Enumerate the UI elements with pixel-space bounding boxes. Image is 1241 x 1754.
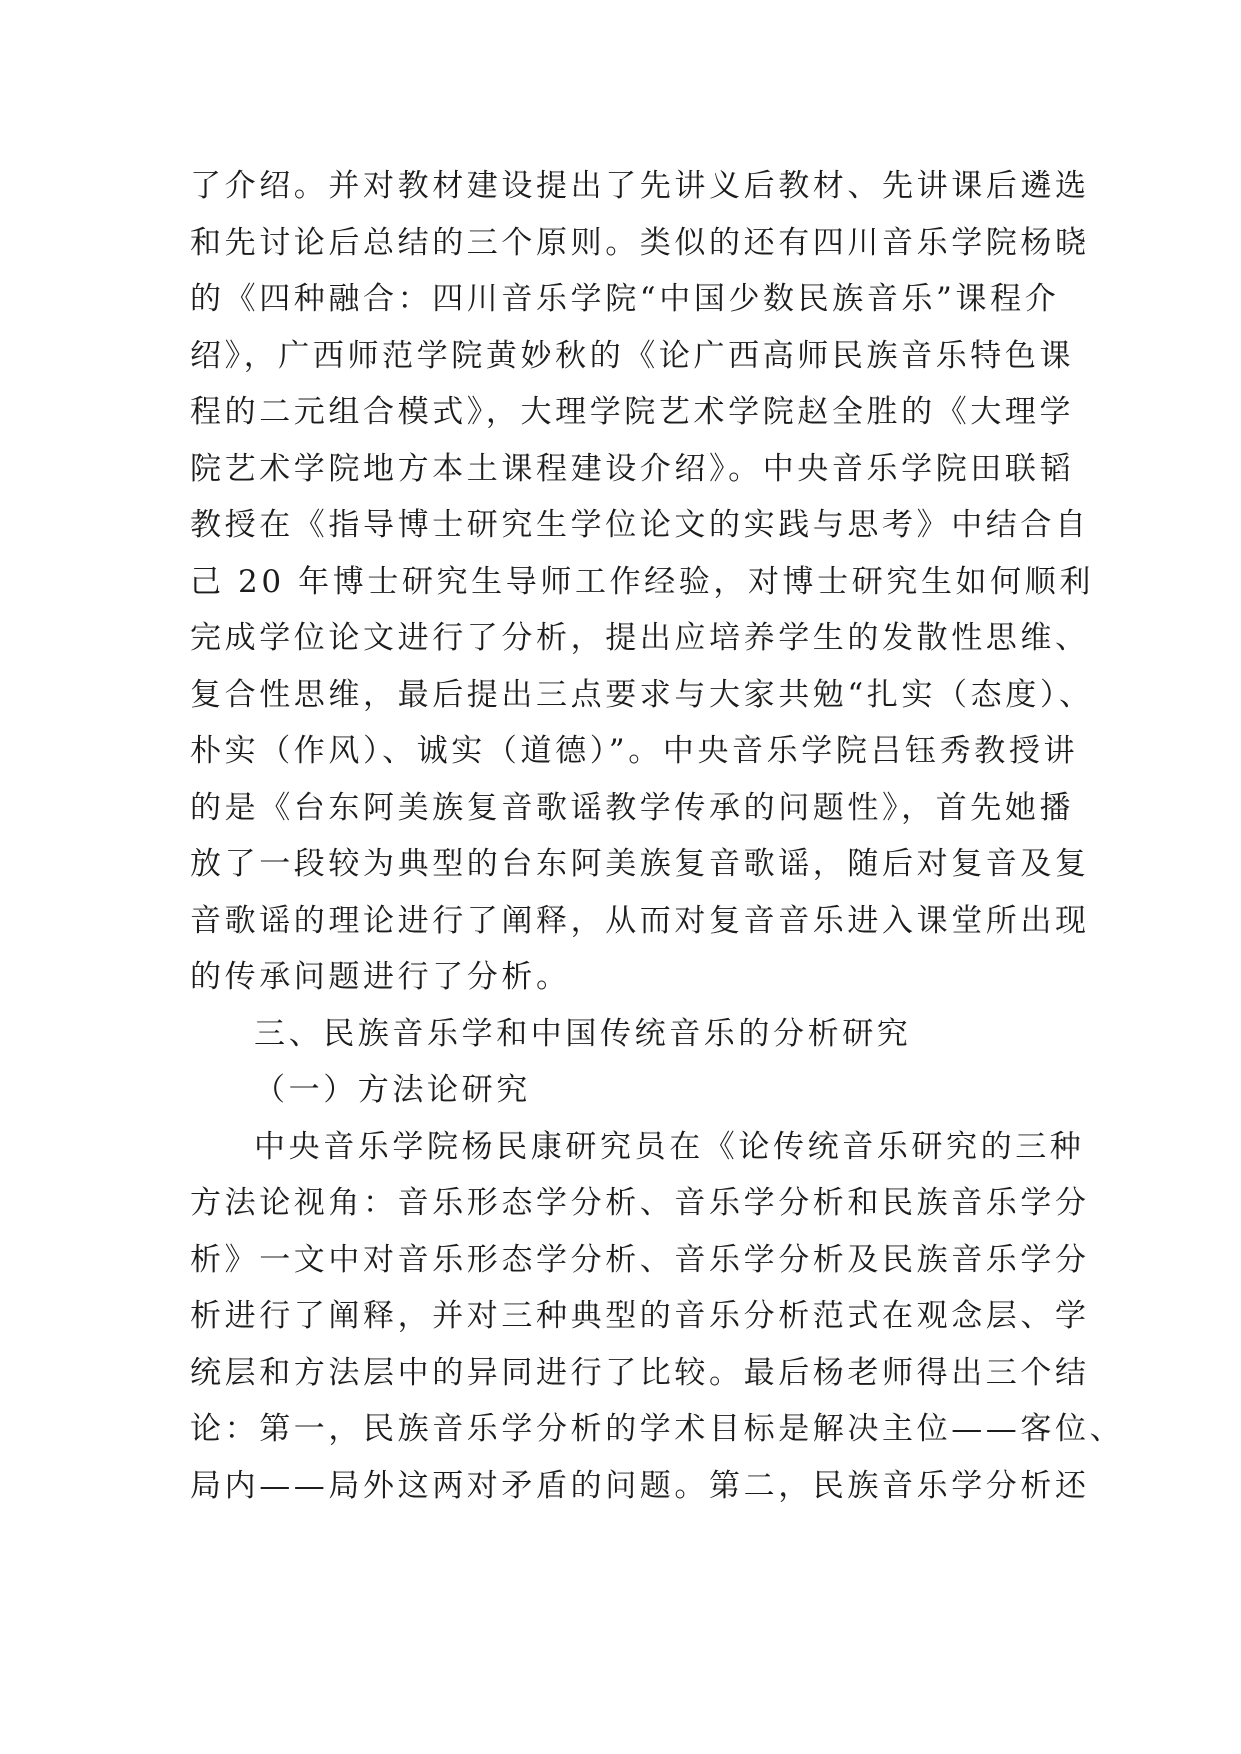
text-line-8: 己 20 年博士研究生导师工作经验，对博士研究生如何顺利	[190, 563, 1094, 600]
text-line-7: 教授在《指导博士研究生学位论文的实践与思考》中结合自	[190, 507, 1090, 543]
section-heading: 三、民族音乐学和中国传统音乐的分析研究	[254, 1015, 912, 1052]
text-line-10: 复合性思维，最后提出三点要求与大家共勉“扎实（态度）、	[190, 676, 1094, 713]
text-line-22: 统层和方法层中的异同进行了比较。最后杨老师得出三个结	[190, 1354, 1090, 1391]
text-line-12: 的是《台东阿美族复音歌谣教学传承的问题性》，首先她播	[190, 789, 1075, 826]
text-line-3: 的《四种融合：四川音乐学院“中国少数民族音乐”课程介	[190, 281, 1060, 317]
text-line-19: 方法论视角：音乐形态学分析、音乐学分析和民族音乐学分	[190, 1185, 1090, 1221]
text-line-14: 音歌谣的理论进行了阐释，从而对复音音乐进入课堂所出现	[190, 902, 1090, 939]
text-line-13: 放了一段较为典型的台东阿美族复音歌谣，随后对复音及复	[190, 846, 1090, 882]
text-line-11: 朴实（作风）、诚实（道德）”。中央音乐学院吕钰秀教授讲	[190, 733, 1079, 769]
text-line-4: 绍》，广西师范学院黄妙秋的《论广西高师民族音乐特色课	[190, 337, 1075, 374]
text-line-23: 论：第一，民族音乐学分析的学术目标是解决主位——客位、	[190, 1411, 1125, 1447]
text-line-6: 院艺术学院地方本土课程建设介绍》。中央音乐学院田联韬	[190, 450, 1075, 487]
text-line-21: 析进行了阐释，并对三种典型的音乐分析范式在观念层、学	[190, 1298, 1090, 1334]
subsection-heading: （一）方法论研究	[254, 1072, 531, 1108]
text-line-24: 局内——局外这两对矛盾的问题。第二，民族音乐学分析还	[190, 1467, 1090, 1504]
text-line-9: 完成学位论文进行了分析，提出应培养学生的发散性思维、	[190, 620, 1090, 656]
text-line-2: 和先讨论后总结的三个原则。类似的还有四川音乐学院杨晓	[190, 224, 1090, 261]
text-line-1: 了介绍。并对教材建设提出了先讲义后教材、先讲课后遴选	[190, 168, 1090, 204]
text-line-5: 程的二元组合模式》，大理学院艺术学院赵全胜的《大理学	[190, 394, 1075, 430]
text-line-20: 析》一文中对音乐形态学分析、音乐学分析及民族音乐学分	[190, 1241, 1090, 1278]
paragraph-start-line: 中央音乐学院杨民康研究员在《论传统音乐研究的三种	[254, 1128, 1085, 1165]
body-text	[190, 158, 1125, 1514]
text-line-15: 的传承问题进行了分析。	[190, 959, 571, 995]
